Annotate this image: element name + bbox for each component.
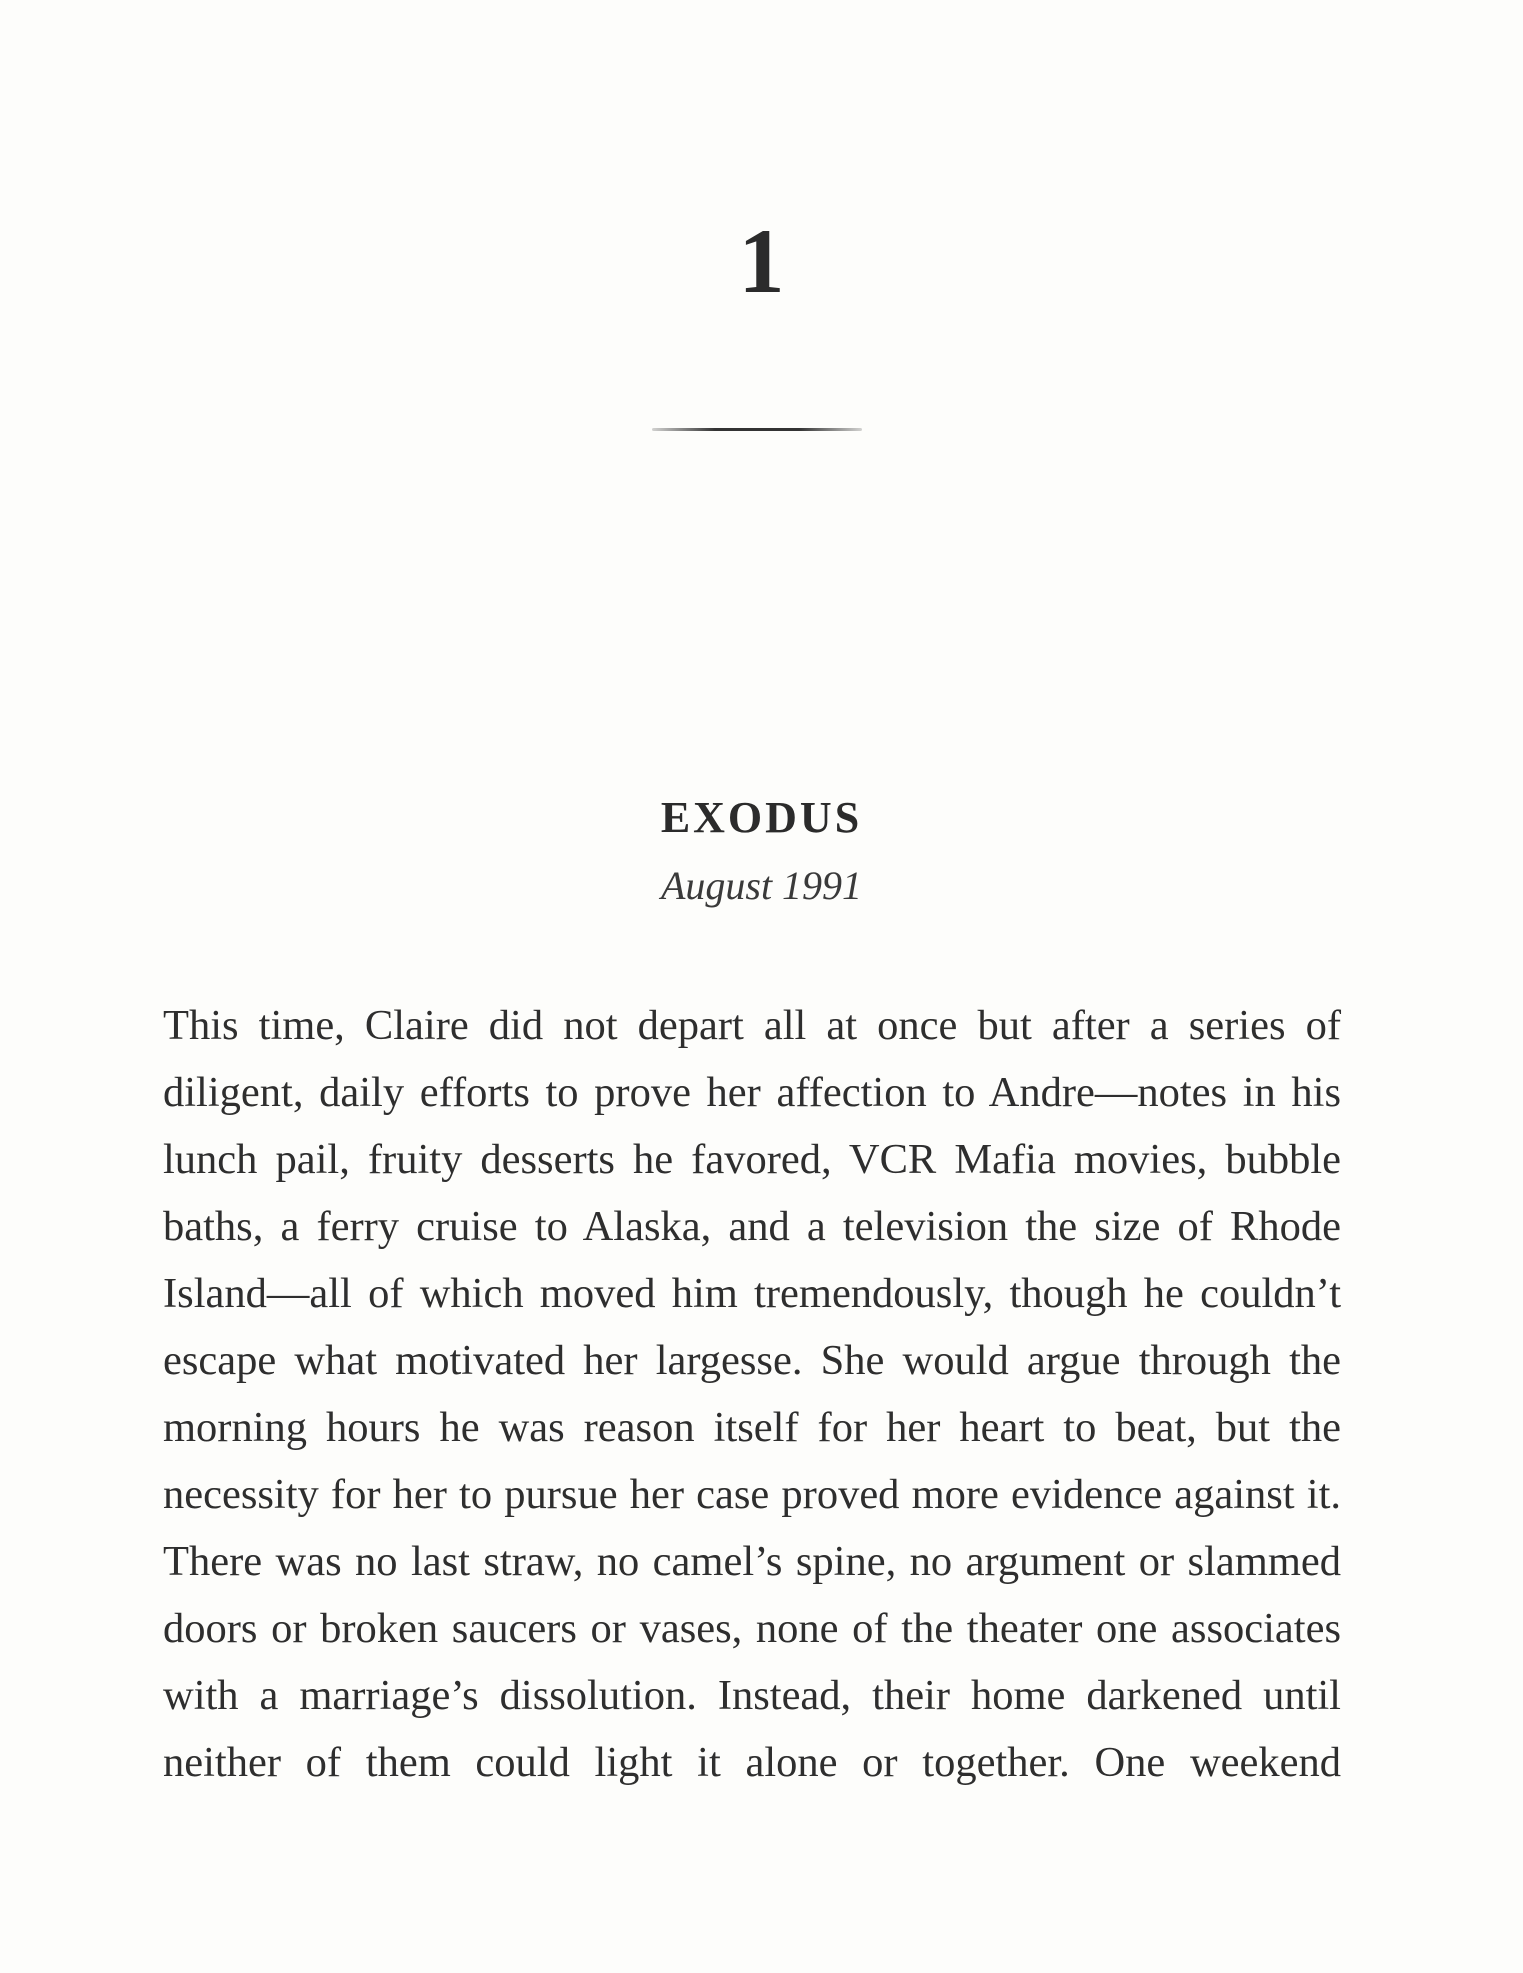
text-line: morning hours he was reason itself for her heart to beat, but the [163,1404,1341,1451]
text-line: doors or broken saucers or vases, none of the theater one associates [163,1605,1341,1652]
chapter-number: 1 [738,210,785,312]
text-line: neither of them could light it alone or together. One weekend [163,1739,1341,1786]
text-line: necessity for her to pursue her case proved more evidence against it. [163,1471,1341,1518]
body-paragraph [163,992,1341,1796]
text-line: There was no last straw, no camel’s spine, no argument or slammed [163,1538,1341,1585]
chapter-divider [652,428,862,431]
chapter-title: EXODUS [660,793,863,842]
text-line: diligent, daily efforts to prove her affection to Andre—notes in his [163,1069,1341,1116]
chapter-date: August 1991 [660,863,863,908]
text-line: escape what motivated her largesse. She would argue through the [163,1337,1341,1384]
text-line: with a marriage’s dissolution. Instead, their home darkened until [163,1672,1341,1719]
text-line: baths, a ferry cruise to Alaska, and a television the size of Rhode [163,1203,1341,1250]
text-line: This time, Claire did not depart all at once but after a series of [163,1002,1341,1049]
text-line: lunch pail, fruity desserts he favored, VCR Mafia movies, bubble [163,1136,1341,1183]
text-line: Island—all of which moved him tremendously, though he couldn’t [163,1270,1341,1317]
